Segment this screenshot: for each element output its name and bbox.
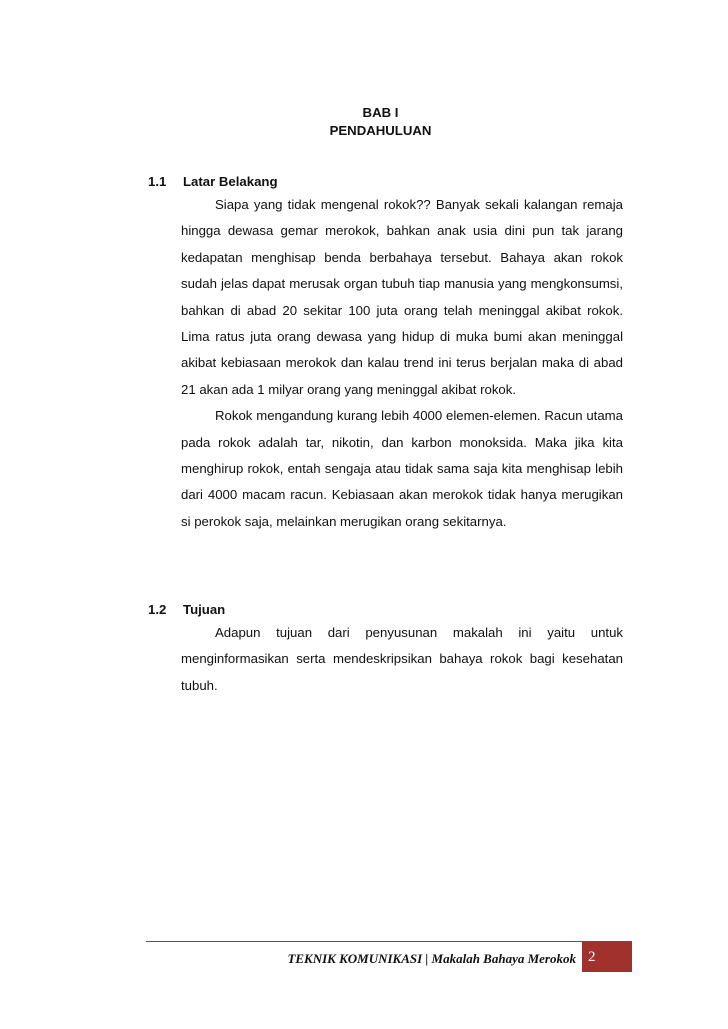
section-body-tujuan	[181, 620, 623, 699]
paragraph: Adapun tujuan dari penyusunan makalah ini yaitu untuk menginformasikan serta mendeskripsikan bahaya rokok bagi kesehatan tubuh.	[181, 625, 623, 693]
section-body-latar-belakang	[181, 192, 623, 535]
section-number: 1.2	[148, 602, 167, 617]
page-number-badge: 2	[582, 942, 632, 972]
footer-divider	[146, 941, 632, 942]
section-heading-tujuan	[148, 601, 225, 619]
chapter-title: PENDAHULUAN	[329, 123, 432, 138]
paragraph: Rokok mengandung kurang lebih 4000 elemen-elemen. Racun utama pada rokok adalah tar, nikotin, dan karbon monoksida. Maka jika kita menghirup rokok, entah sengaja atau tidak sama saja kita menghisap lebih dari 4000 macam racun. Kebiasaan akan merokok tidak hanya merugikan si perokok saja, melainkan merugikan orang sekitarnya.	[181, 408, 623, 529]
section-heading-latar-belakang	[148, 173, 278, 191]
section-number: 1.1	[148, 174, 167, 189]
section-title: Latar Belakang	[183, 174, 278, 189]
footer-title: TEKNIK KOMUNIKASI | Makalah Bahaya Merokok	[287, 951, 576, 966]
section-title: Tujuan	[183, 602, 226, 617]
paragraph: Siapa yang tidak mengenal rokok?? Banyak sekali kalangan remaja hingga dewasa gemar merokok, bahkan anak usia dini pun tak jarang kedapatan menghisap benda berbahaya tersebut. Bahaya akan rokok sudah jelas dapat merusak organ tubuh tiap manusia yang mengkonsumsi, bahkan di abad 20 sekitar 100 juta orang telah meninggal akibat rokok. Lima ratus juta orang dewasa yang hidup di muka bumi akan meninggal akibat kebiasaan merokok dan kalau trend ini terus berjalan maka di abad 21 akan ada 1 milyar orang yang meninggal akibat rokok.	[181, 197, 623, 397]
chapter-number: BAB I	[362, 105, 399, 120]
